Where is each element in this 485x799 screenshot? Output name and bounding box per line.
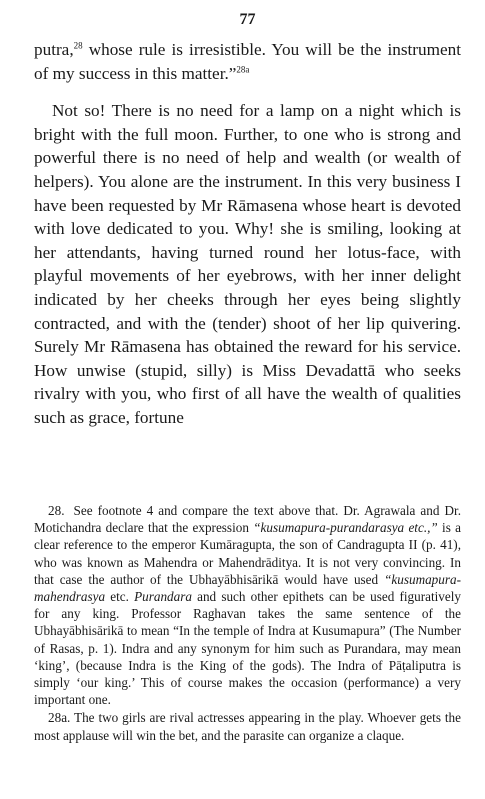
text-run: whose rule is irresistible. You will be the instrument of my success in this matter.” — [34, 40, 461, 83]
footnote-ref-28a: 28a — [236, 63, 250, 74]
footnote-ref-28: 28 — [73, 40, 83, 51]
paragraph-continuation — [34, 38, 461, 85]
footnote-marker: 28. — [48, 503, 65, 518]
footnote-italic: “kusumapura-purandarasya etc.,” — [253, 520, 438, 536]
footnote-28a — [34, 709, 461, 743]
footnote-text: is a clear reference to the emperor Kumāragupta, the son of Candragupta II (p. 41), who was known as Mahendra or Mahendrāditya. It is not very convincing. In that case the author of the Ubhayābhisārikā would have used — [34, 520, 461, 587]
footnote-marker: 28a. — [48, 710, 71, 726]
footnote-text: See footnote 4 and compare the text above that. Dr. Agrawala and Dr. Motichandra declare that the expression — [34, 503, 461, 536]
footnote-text: and such other epithets can be used figuratively for any king. Professor Raghavan takes the same sentence of the Ubhayābhisārikā to mean “In the temple of Indra at Kusumapura” (The Number of Rasas, p. 1). Indra and any synonym for him such as Purandara, may mean ‘king’, (because Indra is the King of the gods). The Indra of Pāṭaliputra is simply ‘our king.’ This of course makes the occasion (performance) a very important one. — [34, 589, 461, 708]
footnotes — [34, 502, 461, 744]
paragraph: Not so! There is no need for a lamp on a night which is bright with the full moon. Further, to one who is strong and powerful there is no need of help and wealth (or wealth of helpers). You alone are the instrument. In this very business I have been requested by Mr Rāmasena whose heart is devoted with love dedicated to you. Why! she is smiling, looking at her attendants, having turned round her lotus-face, with playful movements of her eyebrows, with her inner delight indicated by her cheeks through her eyes being slightly contracted, and with the (tender) shoot of her lip quivering. Surely Mr Rāmasena has obtained the reward for his service. How unwise (stupid, silly) is Miss Devadattā who seeks rivalry with you, who first of all have the wealth of qualities such as grace, fortune — [34, 101, 461, 427]
text-run: putra, — [34, 40, 74, 59]
main-text — [34, 38, 461, 430]
footnote-text: etc. — [105, 589, 135, 605]
footnote-28 — [34, 502, 461, 708]
footnote-italic: Purandara — [134, 589, 192, 605]
footnote-italic: “kusumapura-mahendrasya — [34, 571, 461, 605]
page-number: 77 — [239, 11, 256, 28]
footnote-text: The two girls are rival actresses appearing in the play. Whoever gets the most applause will win the bet, and the parasite can organize a claque. — [34, 710, 461, 743]
